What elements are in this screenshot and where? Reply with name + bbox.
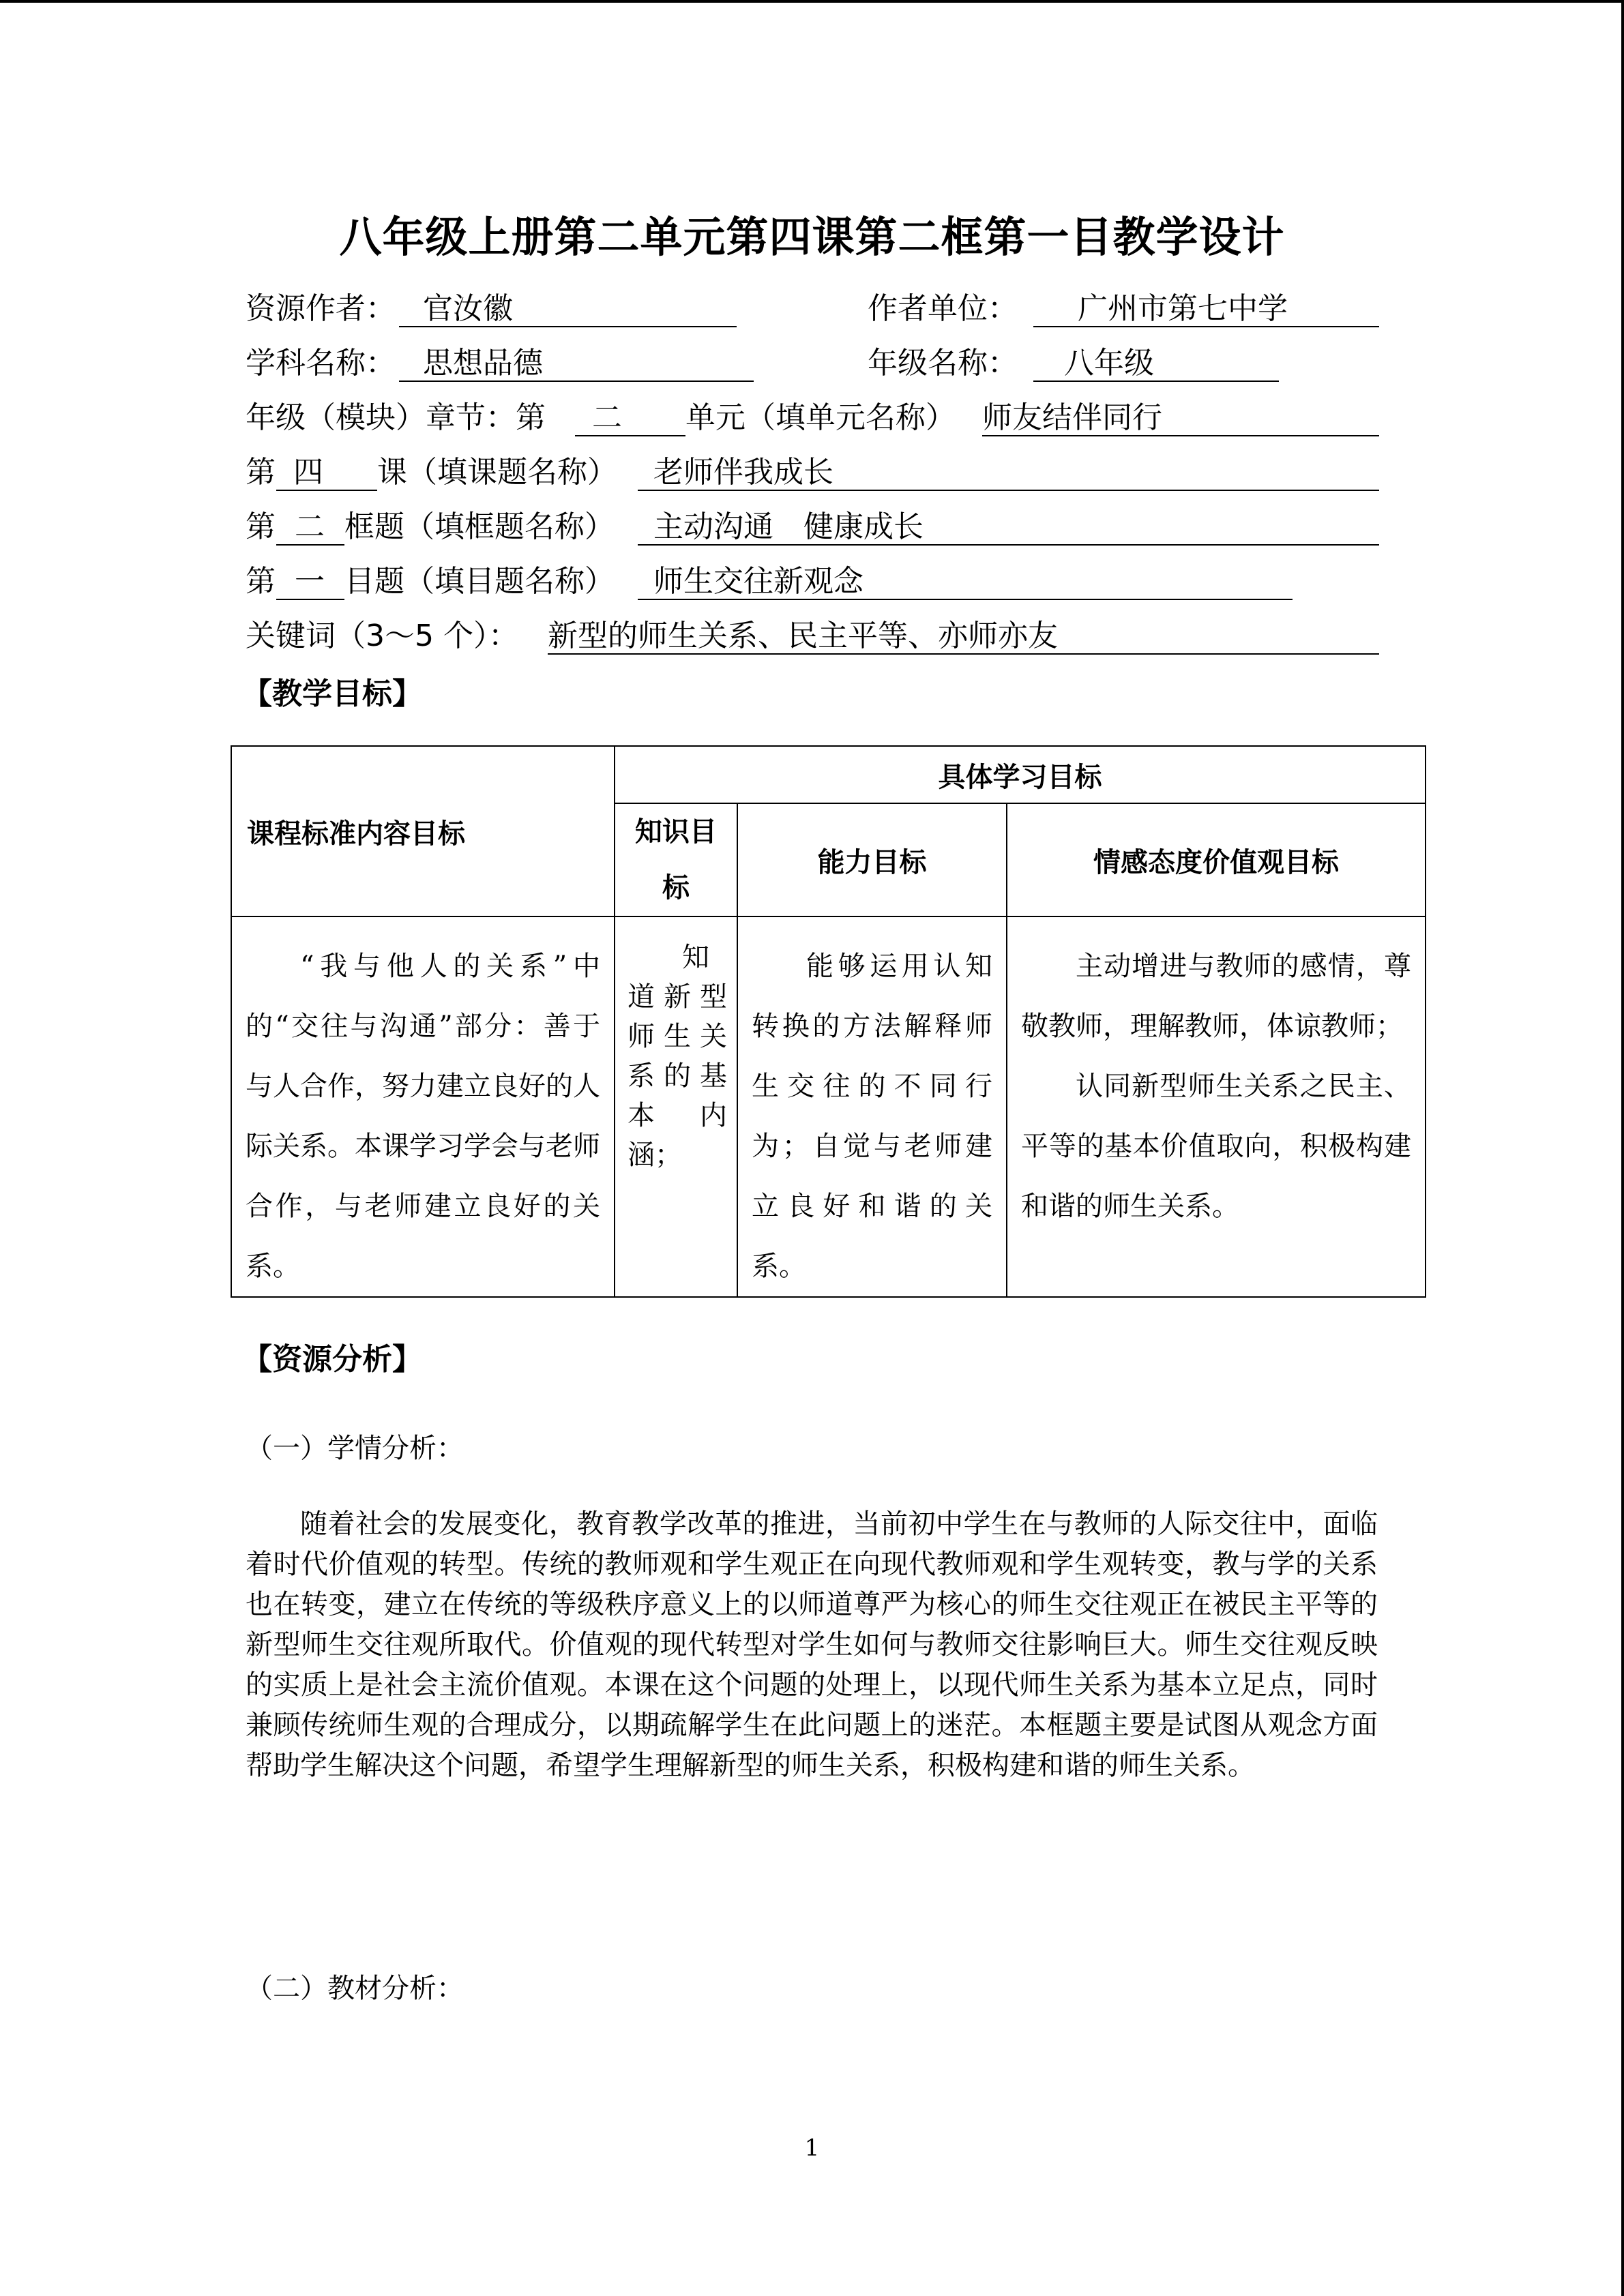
lesson-prefix: 第: [246, 455, 276, 490]
item-name-underline: [638, 599, 1293, 600]
lesson-mid: 课（填课题名称）: [377, 455, 617, 490]
frame-name: 主动沟通 健康成长: [653, 509, 924, 544]
emotion-text-1: 主动增进与教师的感情，尊敬教师，理解教师，体谅教师；: [1021, 951, 1412, 1042]
teaching-goals-table: [231, 745, 1426, 1298]
grade-underline: [1033, 381, 1279, 382]
lesson-name-underline: [638, 490, 1379, 491]
emotion-cell: [1007, 916, 1426, 1297]
subject-value: 思想品德: [423, 346, 543, 381]
standard-content-cell: [231, 916, 615, 1297]
header-specific-goals: 具体学习目标: [615, 746, 1426, 803]
student-analysis-text: 随着社会的发展变化，教育教学改革的推进，当前初中学生在与教师的人际交往中，面临着时代价值观的转型。传统的教师观和学生观正在向现代教师观和学生观转变，教与学的关系也在转变，建立在传统的等级秩序意义上的以师道尊严为核心的师生交往观正在被民主平等的新型师生交往观所取代。价值观的现代转型对学生如何与教师交往影响巨大。师生交往观反映的实质上是社会主流价值观。本课在这个问题的处理上，以现代师生关系为基本立足点，同时兼顾传统师生观的合理成分，以期疏解学生在此问题上的迷茫。本框题主要是试图从观念方面帮助学生解决这个问题，希望学生理解新型的师生关系，积极构建和谐的师生关系。: [246, 1508, 1378, 1781]
item-name: 师生交往新观念: [653, 564, 863, 599]
goals-heading: 【教学目标】: [242, 676, 422, 711]
chapter-mid: 单元（填单元名称）: [685, 400, 956, 435]
document-title: 八年级上册第二单元第四课第二框第一目教学设计: [339, 212, 1285, 262]
header-ability: 能力目标: [737, 803, 1007, 916]
subject-underline: [399, 381, 754, 382]
knowledge-text: 知道新型师生关系的基本内涵；: [628, 942, 727, 1171]
keywords-underline: [548, 653, 1379, 655]
page-number: 1: [804, 2134, 820, 2162]
frame-prefix: 第: [246, 509, 276, 544]
lesson-number-underline: [276, 490, 377, 491]
chapter-name-underline: [982, 435, 1379, 436]
page-top-border: [0, 0, 1624, 3]
frame-number-underline: [276, 544, 344, 546]
ability-cell: [737, 916, 1007, 1297]
unit-underline: [1033, 326, 1379, 327]
unit-label: 作者单位：: [868, 291, 1018, 326]
student-analysis-heading: （一）学情分析：: [246, 1433, 464, 1464]
frame-number: 二: [295, 509, 325, 544]
author-label: 资源作者：: [246, 291, 396, 326]
resources-heading: 【资源分析】: [242, 1342, 422, 1377]
frame-name-underline: [638, 544, 1379, 546]
header-knowledge: 知识目标: [615, 803, 737, 916]
item-number-underline: [276, 599, 344, 600]
keywords-value: 新型的师生关系、民主平等、亦师亦友: [548, 618, 1058, 653]
ability-text: 能够运用认知转换的方法解释师生交往的不同行为；自觉与老师建立良好和谐的关系。: [752, 951, 992, 1282]
chapter-number-underline: [575, 435, 685, 436]
frame-mid: 框题（填框题名称）: [344, 509, 615, 544]
knowledge-cell: [615, 916, 737, 1297]
unit-value: 广州市第七中学: [1078, 291, 1288, 326]
chapter-prefix: 年级（模块）章节：第: [246, 400, 546, 435]
chapter-name: 师友结伴同行: [982, 400, 1162, 435]
grade-value: 八年级: [1064, 346, 1154, 381]
keywords-label: 关键词（3～5 个）：: [246, 618, 518, 653]
header-emotion: 情感态度价值观目标: [1007, 803, 1426, 916]
header-standard: 课程标准内容目标: [231, 746, 615, 916]
chapter-number: 二: [592, 400, 622, 435]
material-analysis-heading: （二）教材分析：: [246, 1973, 464, 2004]
grade-label: 年级名称：: [868, 346, 1018, 381]
item-mid: 目题（填目题名称）: [344, 564, 615, 599]
lesson-name: 老师伴我成长: [653, 455, 833, 490]
item-prefix: 第: [246, 564, 276, 599]
standard-content-text: “我与他人的关系”中的“交往与沟通”部分：善于与人合作，努力建立良好的人际关系。本课学习学会与老师合作，与老师建立良好的关系。: [246, 951, 600, 1282]
author-value: 官汝徽: [423, 291, 513, 326]
page-right-border: [1621, 0, 1624, 2296]
item-number: 一: [295, 564, 325, 599]
emotion-text-2: 认同新型师生关系之民主、平等的基本价值取向，积极构建和谐的师生关系。: [1021, 1071, 1412, 1222]
lesson-number: 四: [293, 455, 323, 490]
author-underline: [399, 326, 737, 327]
subject-label: 学科名称：: [246, 346, 396, 381]
